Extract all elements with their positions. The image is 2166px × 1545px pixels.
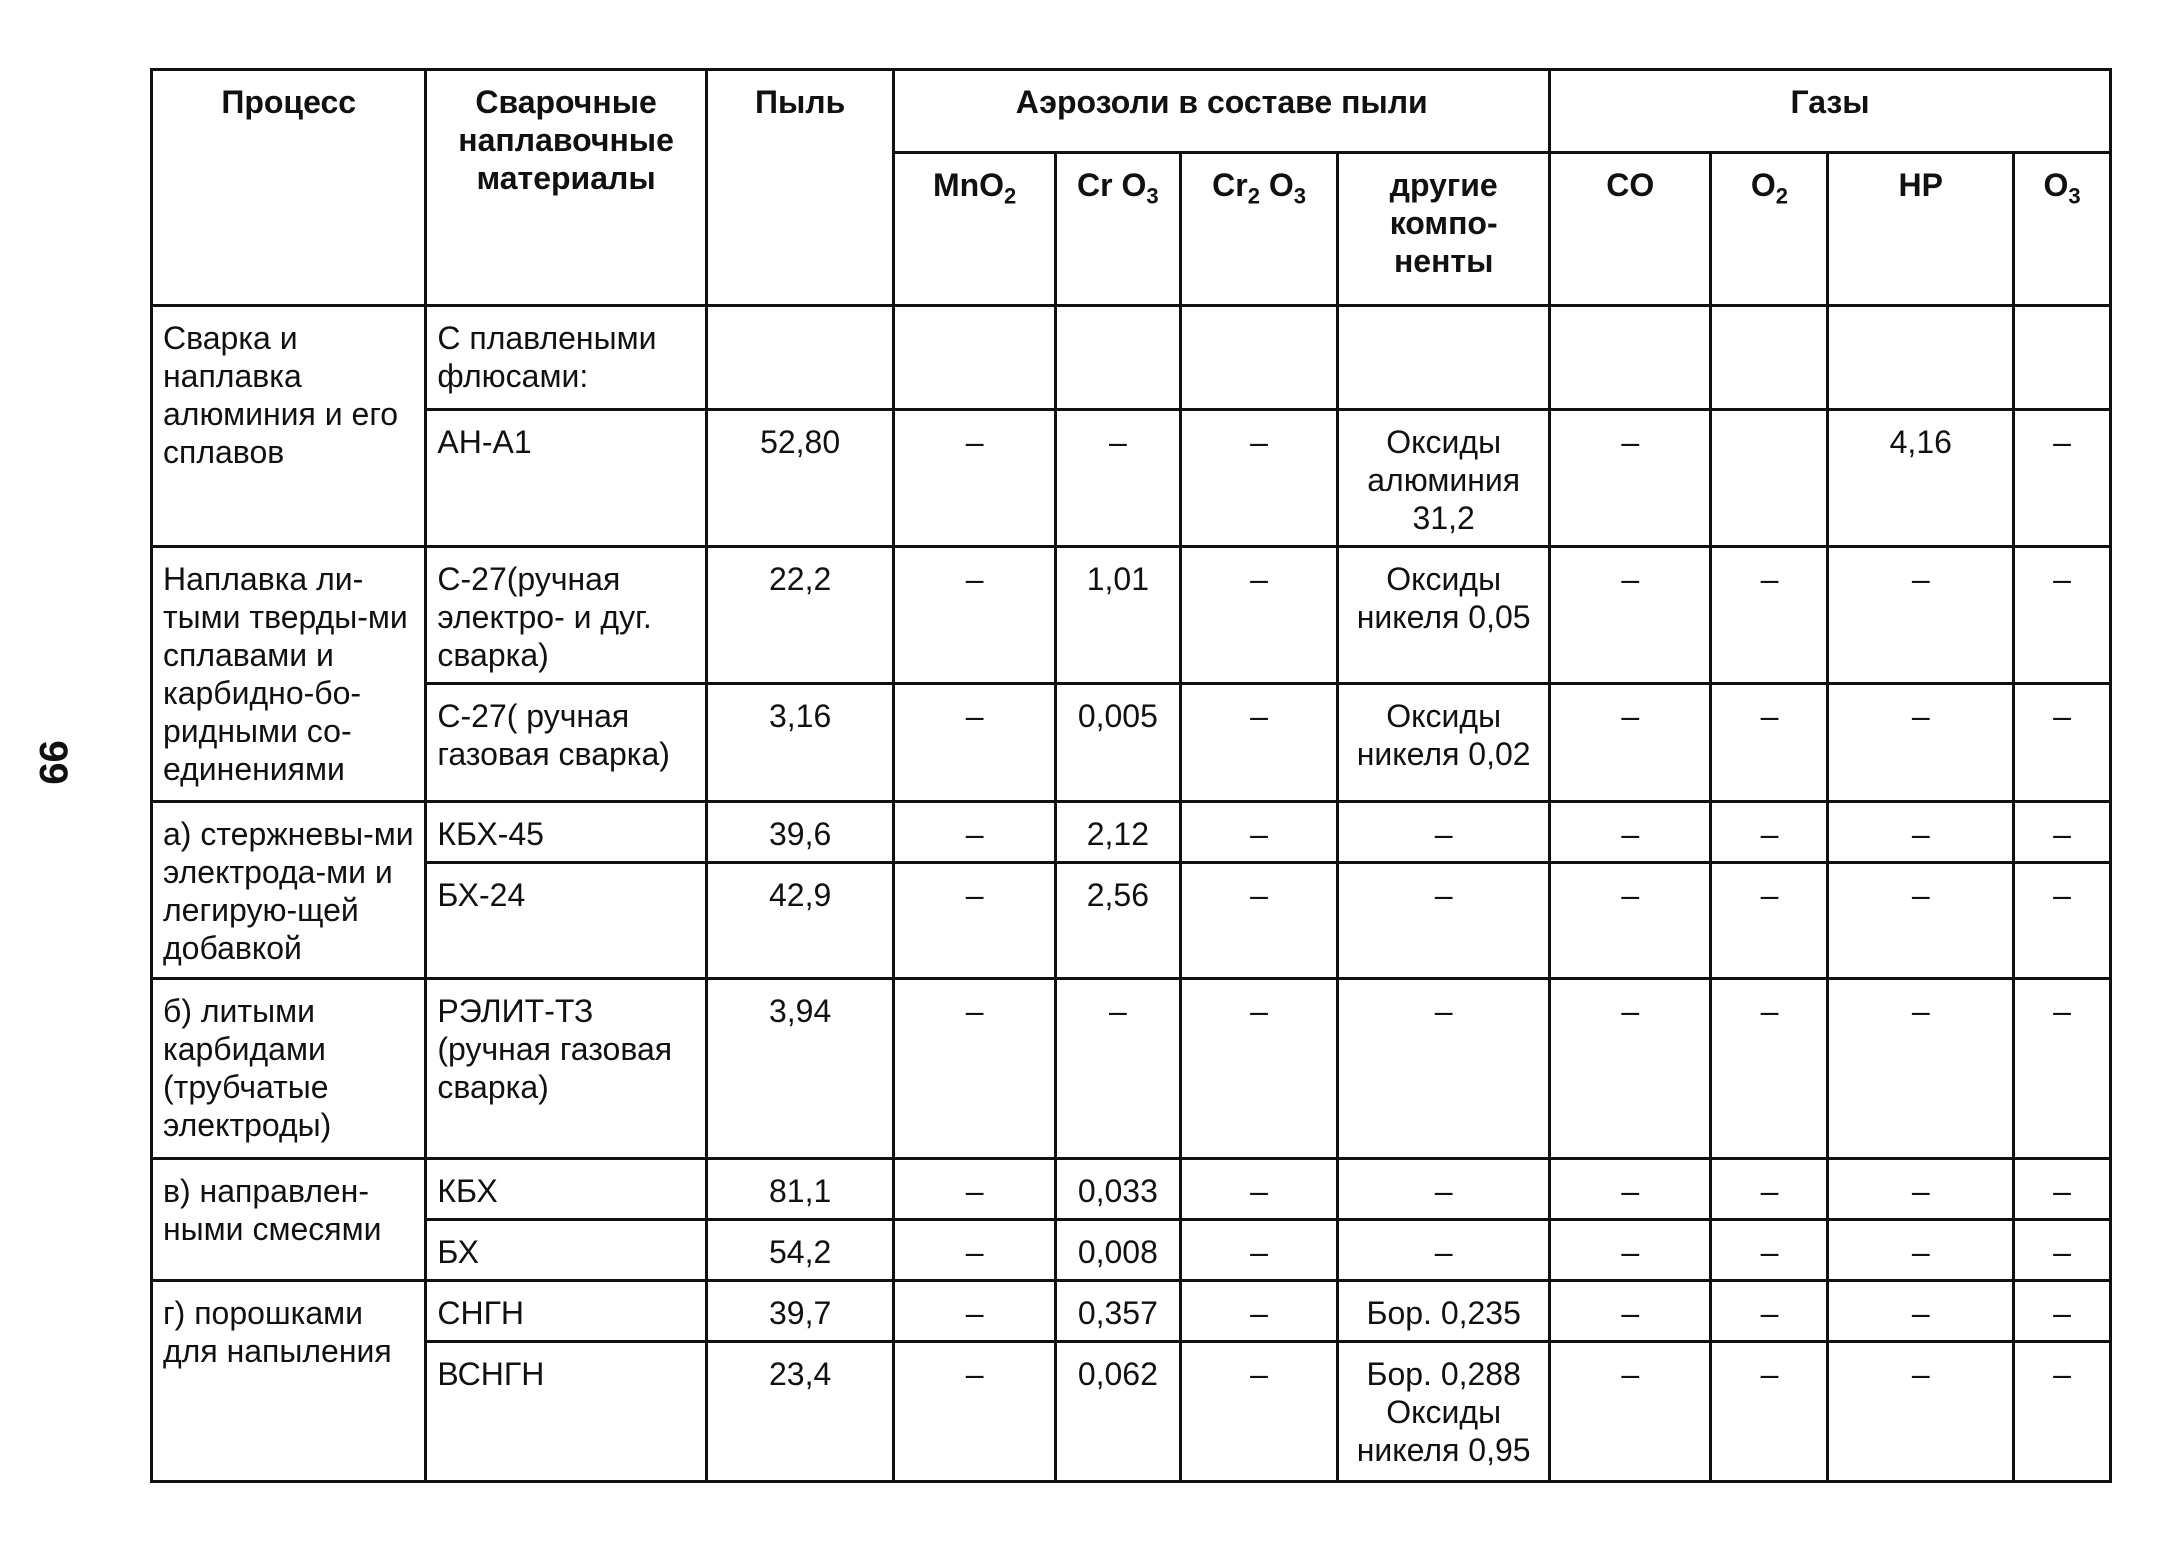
process-cell: в) направлен-ными смесями (152, 1159, 426, 1281)
other-cell: Бор. 0,235 (1338, 1281, 1550, 1342)
header-other: другие компо-ненты (1338, 153, 1550, 306)
hp-cell: – (1828, 547, 2014, 684)
material-cell: СНГН (426, 1281, 706, 1342)
cr2o3-cell: – (1180, 1281, 1337, 1342)
cr2o3-cell: – (1180, 1220, 1337, 1281)
hp-cell (1828, 306, 2014, 410)
o2-cell: – (1711, 863, 1828, 979)
o3-cell: – (2014, 1342, 2111, 1482)
process-cell: Сварка и наплавка алюминия и его сплавов (152, 306, 426, 547)
table-row (152, 1342, 2111, 1482)
o2-cell: – (1711, 979, 1828, 1159)
other-cell: – (1338, 1220, 1550, 1281)
co-cell: – (1550, 863, 1711, 979)
table-row (152, 802, 2111, 863)
hp-cell: – (1828, 684, 2014, 802)
hp-cell: – (1828, 1159, 2014, 1220)
material-cell: РЭЛИТ-ТЗ (ручная газовая сварка) (426, 979, 706, 1159)
dust-cell: 39,6 (706, 802, 894, 863)
dust-cell (706, 306, 894, 410)
material-cell: БХ-24 (426, 863, 706, 979)
header-row-1 (152, 70, 2111, 153)
other-cell: – (1338, 802, 1550, 863)
mno2-cell: – (894, 1281, 1055, 1342)
o3-cell: – (2014, 863, 2111, 979)
o3-cell (2014, 306, 2111, 410)
dust-cell: 54,2 (706, 1220, 894, 1281)
co-cell: – (1550, 1220, 1711, 1281)
o2-cell: – (1711, 1342, 1828, 1482)
dust-cell: 3,16 (706, 684, 894, 802)
cro3-cell: 2,56 (1055, 863, 1180, 979)
cro3-cell: 0,008 (1055, 1220, 1180, 1281)
dust-cell: 22,2 (706, 547, 894, 684)
o2-cell (1711, 410, 1828, 547)
co-cell: – (1550, 1281, 1711, 1342)
cro3-cell: 0,357 (1055, 1281, 1180, 1342)
hp-cell: – (1828, 1281, 2014, 1342)
o2-cell: – (1711, 1220, 1828, 1281)
header-co: CO (1550, 153, 1711, 306)
cro3-cell: – (1055, 410, 1180, 547)
mno2-cell: – (894, 1220, 1055, 1281)
table-row (152, 1220, 2111, 1281)
cr2o3-cell: – (1180, 410, 1337, 547)
header-hp: HP (1828, 153, 2014, 306)
other-cell: Бор. 0,288 Оксиды никеля 0,95 (1338, 1342, 1550, 1482)
page-number: 99 (30, 740, 75, 785)
process-cell: а) стержневы-ми электрода-ми и легирую-щей добавкой (152, 802, 426, 979)
emissions-table (150, 68, 2112, 1483)
o3-cell: – (2014, 410, 2111, 547)
o2-cell: – (1711, 1159, 1828, 1220)
mno2-cell: – (894, 684, 1055, 802)
other-cell: Оксиды алюминия 31,2 (1338, 410, 1550, 547)
header-o3: $O_3$ (2014, 153, 2111, 306)
o3-cell: – (2014, 1220, 2111, 1281)
header-cro3: Cr $O_3$ (1055, 153, 1180, 306)
hp-cell: – (1828, 863, 2014, 979)
dust-cell: 39,7 (706, 1281, 894, 1342)
co-cell: – (1550, 1342, 1711, 1482)
other-cell: Оксиды никеля 0,02 (1338, 684, 1550, 802)
cro3-cell: – (1055, 979, 1180, 1159)
co-cell: – (1550, 410, 1711, 547)
header-process: Процесс (152, 70, 426, 306)
header-dust: Пыль (706, 70, 894, 306)
mno2-cell: – (894, 547, 1055, 684)
o3-cell: – (2014, 1281, 2111, 1342)
material-cell: АН-А1 (426, 410, 706, 547)
mno2-cell: – (894, 1159, 1055, 1220)
o2-cell: – (1711, 1281, 1828, 1342)
other-cell: – (1338, 863, 1550, 979)
cr2o3-cell: – (1180, 863, 1337, 979)
table-row (152, 410, 2111, 547)
cro3-cell: 1,01 (1055, 547, 1180, 684)
mno2-cell: – (894, 979, 1055, 1159)
material-cell: КБХ-45 (426, 802, 706, 863)
table-row (152, 1281, 2111, 1342)
header-cr2o3: $Cr_2$ $O_3$ (1180, 153, 1337, 306)
cro3-cell: 0,062 (1055, 1342, 1180, 1482)
table-row (152, 306, 2111, 410)
o3-cell: – (2014, 684, 2111, 802)
cr2o3-cell: – (1180, 979, 1337, 1159)
cr2o3-cell: – (1180, 802, 1337, 863)
co-cell (1550, 306, 1711, 410)
co-cell: – (1550, 684, 1711, 802)
material-cell: БХ (426, 1220, 706, 1281)
cr2o3-cell (1180, 306, 1337, 410)
o3-cell: – (2014, 1159, 2111, 1220)
table-row (152, 684, 2111, 802)
cro3-cell: 0,005 (1055, 684, 1180, 802)
cro3-cell (1055, 306, 1180, 410)
header-aerosols: Аэрозоли в составе пыли (894, 70, 1550, 153)
cr2o3-cell: – (1180, 1159, 1337, 1220)
table-row (152, 547, 2111, 684)
other-cell: Оксиды никеля 0,05 (1338, 547, 1550, 684)
dust-cell: 42,9 (706, 863, 894, 979)
table-row (152, 1159, 2111, 1220)
co-cell: – (1550, 547, 1711, 684)
o3-cell: – (2014, 802, 2111, 863)
o2-cell: – (1711, 547, 1828, 684)
material-cell: С-27( ручная газовая сварка) (426, 684, 706, 802)
co-cell: – (1550, 1159, 1711, 1220)
dust-cell: 23,4 (706, 1342, 894, 1482)
o2-cell (1711, 306, 1828, 410)
hp-cell: 4,16 (1828, 410, 2014, 547)
mno2-cell (894, 306, 1055, 410)
material-cell: ВСНГН (426, 1342, 706, 1482)
o3-cell: – (2014, 979, 2111, 1159)
header-o2: $O_2$ (1711, 153, 1828, 306)
co-cell: – (1550, 802, 1711, 863)
cr2o3-cell: – (1180, 684, 1337, 802)
dust-cell: 3,94 (706, 979, 894, 1159)
o3-cell: – (2014, 547, 2111, 684)
cro3-cell: 0,033 (1055, 1159, 1180, 1220)
table-row (152, 863, 2111, 979)
dust-cell: 52,80 (706, 410, 894, 547)
table-row (152, 979, 2111, 1159)
process-cell: Наплавка ли-тыми тверды-ми сплавами и карбидно-бо-ридными со-единениями (152, 547, 426, 802)
co-cell: – (1550, 979, 1711, 1159)
hp-cell: – (1828, 1220, 2014, 1281)
other-cell (1338, 306, 1550, 410)
mno2-cell: – (894, 863, 1055, 979)
header-mno2: MnO$_2$ (894, 153, 1055, 306)
dust-cell: 81,1 (706, 1159, 894, 1220)
material-cell: С плавлеными флюсами: (426, 306, 706, 410)
header-materials: Сварочные наплавочные материалы (426, 70, 706, 306)
hp-cell: – (1828, 979, 2014, 1159)
material-cell: КБХ (426, 1159, 706, 1220)
mno2-cell: – (894, 802, 1055, 863)
other-cell: – (1338, 1159, 1550, 1220)
header-gases: Газы (1550, 70, 2111, 153)
o2-cell: – (1711, 684, 1828, 802)
mno2-cell: – (894, 410, 1055, 547)
hp-cell: – (1828, 1342, 2014, 1482)
o2-cell: – (1711, 802, 1828, 863)
cr2o3-cell: – (1180, 547, 1337, 684)
hp-cell: – (1828, 802, 2014, 863)
process-cell: г) порошками для напыления (152, 1281, 426, 1482)
cro3-cell: 2,12 (1055, 802, 1180, 863)
mno2-cell: – (894, 1342, 1055, 1482)
other-cell: – (1338, 979, 1550, 1159)
process-cell: б) литыми карбидами (трубчатые электроды) (152, 979, 426, 1159)
cr2o3-cell: – (1180, 1342, 1337, 1482)
material-cell: С-27(ручная электро- и дуг. сварка) (426, 547, 706, 684)
